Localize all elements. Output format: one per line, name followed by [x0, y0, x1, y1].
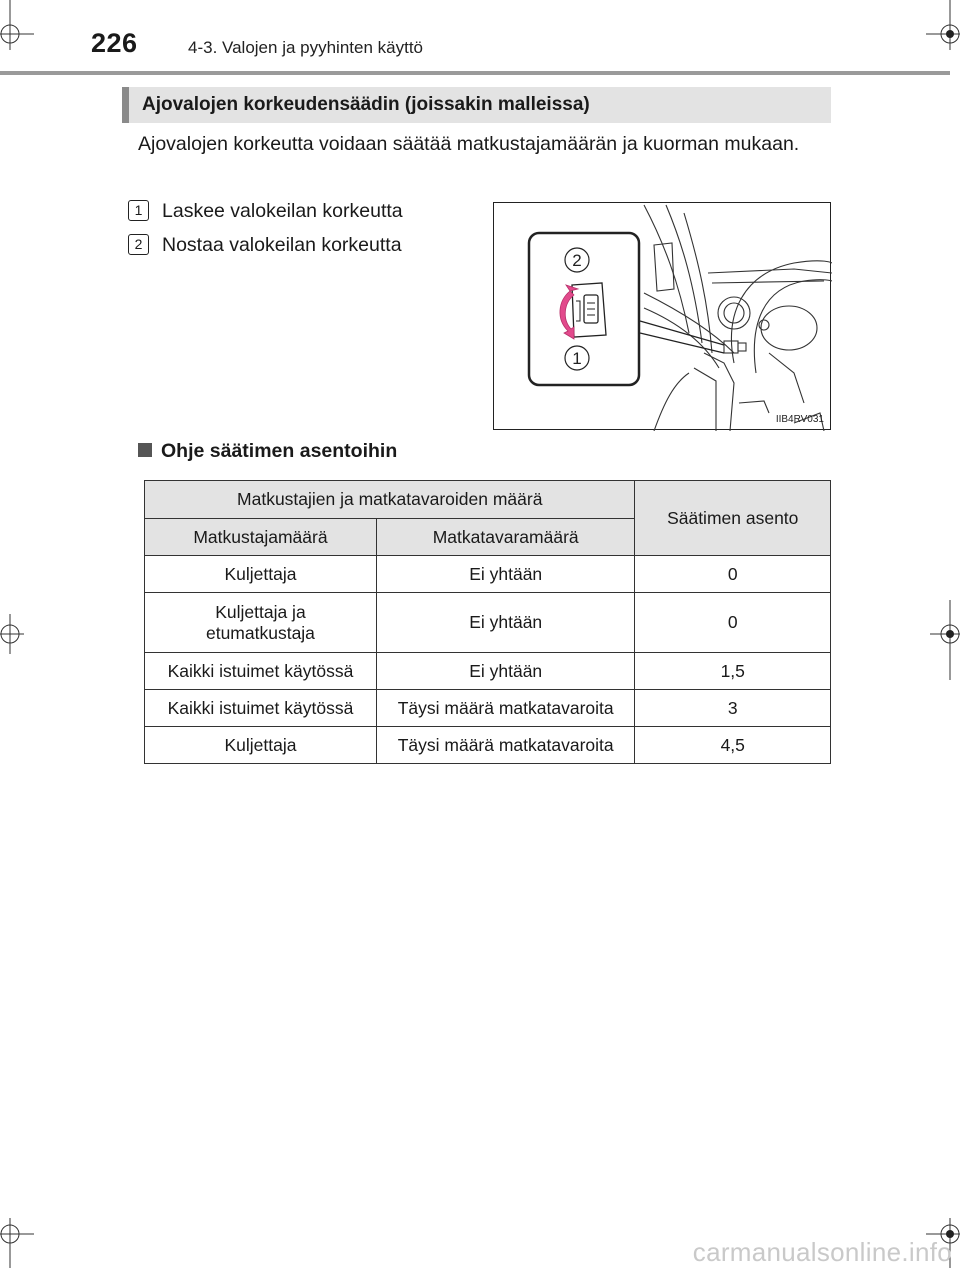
leveler-settings-table [144, 480, 831, 764]
setting-header: Säätimen asento [635, 481, 831, 556]
step-text: Nostaa valokeilan korkeutta [162, 234, 402, 256]
luggage-cell: Täysi määrä matkatavaroita [376, 727, 635, 764]
passengers-cell: Kuljettaja [145, 556, 377, 593]
figure-code: IIB4RV031 [775, 414, 824, 425]
step-item [128, 233, 402, 257]
setting-cell: 3 [635, 690, 831, 727]
intro-paragraph: Ajovalojen korkeutta voidaan säätää matkustajamäärän ja kuorman mukaan. [138, 133, 800, 155]
setting-cell: 4,5 [635, 727, 831, 764]
group-header: Matkustajien ja matkatavaroiden määrä [145, 481, 635, 519]
table-row [145, 556, 831, 593]
passengers-cell: Kuljettaja [145, 727, 377, 764]
passengers-cell: Kaikki istuimet käytössä [145, 653, 377, 690]
table-row [145, 727, 831, 764]
setting-cell: 0 [635, 593, 831, 653]
table-header-row [145, 481, 831, 519]
page-number: 226 [91, 28, 138, 58]
step-number-badge: 2 [128, 234, 149, 255]
luggage-cell: Ei yhtään [376, 556, 635, 593]
passengers-cell: Kaikki istuimet käytössä [145, 690, 377, 727]
step-number-badge: 1 [128, 200, 149, 221]
section-heading: Ajovalojen korkeudensäädin (joissakin malleissa) [122, 87, 831, 123]
table-row [145, 593, 831, 653]
table-row [145, 690, 831, 727]
callout-2: 2 [572, 251, 582, 270]
header-divider [0, 71, 950, 75]
chapter-title: 4-3. Valojen ja pyyhinten käyttö [188, 38, 423, 57]
luggage-cell: Ei yhtään [376, 593, 635, 653]
setting-cell: 0 [635, 556, 831, 593]
headlight-leveler-illustration [493, 202, 831, 430]
passengers-cell: Kuljettaja ja etumatkustaja [145, 593, 377, 653]
passengers-header: Matkustajamäärä [145, 519, 377, 556]
step-item [128, 199, 403, 223]
subsection-title: Ohje säätimen asentoihin [161, 440, 398, 462]
subsection-heading [138, 440, 397, 463]
luggage-header: Matkatavaramäärä [376, 519, 635, 556]
luggage-cell: Täysi määrä matkatavaroita [376, 690, 635, 727]
step-text: Laskee valokeilan korkeutta [162, 200, 403, 222]
watermark: carmanualsonline.info [692, 1237, 952, 1267]
setting-cell: 1,5 [635, 653, 831, 690]
luggage-cell: Ei yhtään [376, 653, 635, 690]
table-row [145, 653, 831, 690]
callout-1: 1 [572, 349, 582, 368]
square-bullet-icon [138, 443, 152, 457]
